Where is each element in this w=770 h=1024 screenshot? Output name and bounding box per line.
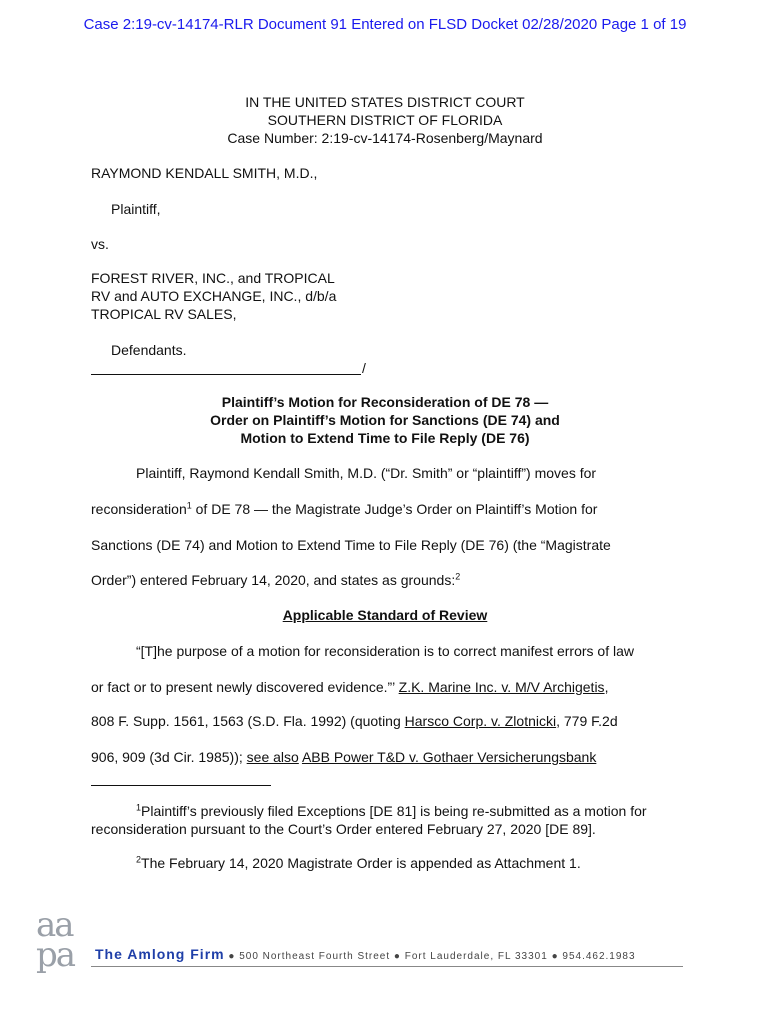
body-p2-line-1: “[T]he purpose of a motion for reconsideration is to correct manifest errors of law — [136, 643, 634, 659]
footnote-ref-2[interactable]: 2 — [455, 571, 461, 582]
plaintiff-role: Plaintiff, — [111, 201, 161, 217]
firm-logo — [36, 905, 75, 975]
versus: vs. — [91, 236, 109, 252]
citation-harsco: Harsco Corp. v. Zlotnicki — [404, 713, 557, 729]
footer-rule — [91, 966, 683, 967]
firm-name: The Amlong Firm — [95, 946, 225, 962]
court-name: IN THE UNITED STATES DISTRICT COURT — [245, 94, 525, 110]
caption-rule — [91, 374, 361, 375]
body-p2-line-2: or fact or to present newly discovered evidence.”’ Z.K. Marine Inc. v. M/V Archigetis, — [91, 679, 609, 695]
firm-address: ● 500 Northeast Fourth Street ● Fort Lauderdale, FL 33301 ● 954.462.1983 — [224, 951, 636, 962]
motion-title-line-1: Plaintiff’s Motion for Reconsideration of DE 78 — — [221, 394, 549, 410]
body-p1-line-1: Plaintiff, Raymond Kendall Smith, M.D. (“Dr. Smith” or “plaintiff”) moves for — [136, 465, 597, 481]
caption-slash: / — [362, 360, 366, 376]
section-heading: Applicable Standard of Review — [282, 607, 488, 623]
defendant-line-1: FOREST RIVER, INC., and TROPICAL — [91, 270, 335, 286]
body-p1-line-4: Order”) entered February 14, 2020, and states as grounds:$^2$ — [91, 571, 461, 588]
plaintiff-name: RAYMOND KENDALL SMITH, M.D., — [91, 165, 318, 181]
citation-zk-marine: Z.K. Marine Inc. v. M/V Archigetis — [398, 679, 605, 695]
case-number: Case Number: 2:19-cv-14174-Rosenberg/Maynard — [227, 130, 543, 146]
footnote-1-mark: 1 — [136, 802, 142, 813]
citation-abb-power: ABB Power T&D v. Gothaer Versicherungsbank — [301, 749, 597, 765]
motion-title-line-3: Motion to Extend Time to File Reply (DE 76) — [240, 430, 530, 446]
defendant-line-2: RV and AUTO EXCHANGE, INC., d/b/a — [91, 288, 337, 304]
footnote-1-line-1: $^1$Plaintiff’s previously filed Exceptions [DE 81] is being re-submitted as a motion for — [136, 802, 647, 819]
footnote-1-line-2: reconsideration pursuant to the Court’s Order entered February 27, 2020 [DE 89]. — [91, 821, 596, 837]
motion-title-line-2: Order on Plaintiff’s Motion for Sanctions (DE 74) and — [210, 412, 560, 428]
firm-footer — [95, 946, 636, 964]
defendant-role: Defendants. — [111, 342, 187, 358]
body-p1-line-2: reconsideration$^1$ of DE 78 — the Magistrate Judge’s Order on Plaintiff’s Motion for — [91, 500, 598, 517]
footnote-separator — [91, 785, 271, 786]
footnote-2: $^2$The February 14, 2020 Magistrate Order is appended as Attachment 1. — [136, 854, 581, 871]
body-p2-line-3: 808 F. Supp. 1561, 1563 (S.D. Fla. 1992) (quoting Harsco Corp. v. Zlotnicki, 779 F.2d — [91, 713, 618, 729]
logo-top: aa — [36, 905, 73, 945]
logo-bottom: pa — [36, 935, 75, 975]
docket-header: Case 2:19-cv-14174-RLR Document 91 Entered on FLSD Docket 02/28/2020 Page 1 of 19 — [83, 16, 687, 33]
footnote-2-mark: 2 — [136, 854, 142, 865]
defendant-line-3: TROPICAL RV SALES, — [91, 306, 237, 322]
body-p1-line-3: Sanctions (DE 74) and Motion to Extend Time to File Reply (DE 76) (the “Magistrate — [91, 537, 611, 553]
footnote-ref-1[interactable]: 1 — [186, 500, 192, 511]
court-district: SOUTHERN DISTRICT OF FLORIDA — [267, 112, 503, 128]
body-p2-line-4: 906, 909 (3d Cir. 1985)); see also ABB Power T&D v. Gothaer Versicherungsbank — [91, 749, 597, 765]
